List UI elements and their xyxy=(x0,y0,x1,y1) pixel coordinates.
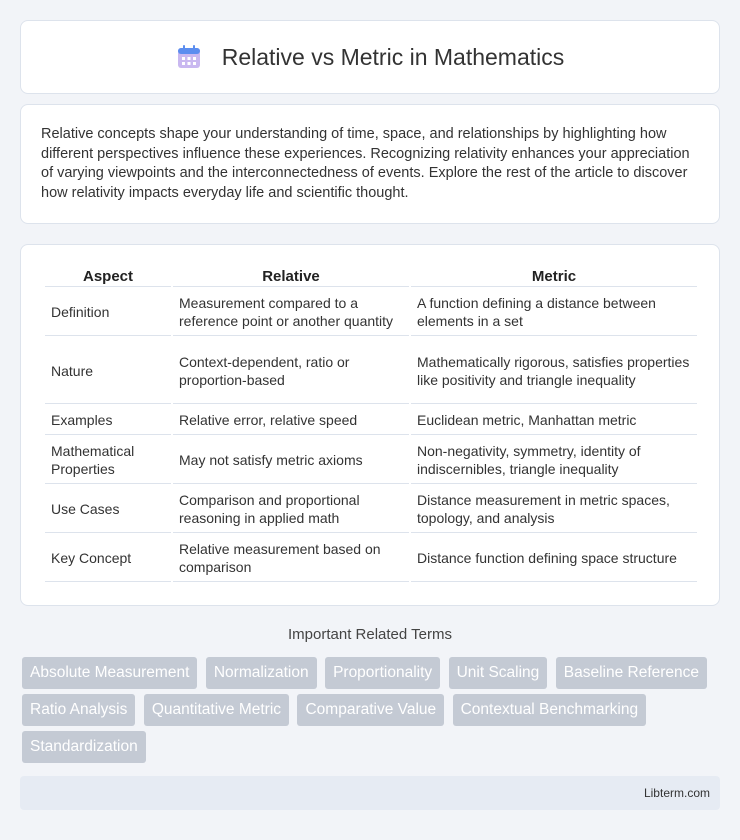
table-row xyxy=(45,437,697,484)
term-tag[interactable]: Contextual Benchmarking xyxy=(453,694,647,726)
column-header-metric: Metric xyxy=(411,267,697,287)
table-row xyxy=(45,406,697,435)
cell-relative: Relative measurement based on comparison xyxy=(173,535,409,582)
term-tag[interactable]: Absolute Measurement xyxy=(22,657,197,689)
table-row xyxy=(45,338,697,404)
column-header-relative: Relative xyxy=(173,267,409,287)
term-tag[interactable]: Standardization xyxy=(22,731,146,763)
term-tag[interactable]: Ratio Analysis xyxy=(22,694,135,726)
cell-relative: May not satisfy metric axioms xyxy=(173,437,409,484)
table-row xyxy=(45,486,697,533)
cell-aspect: Definition xyxy=(45,289,171,336)
footer xyxy=(20,776,720,810)
cell-relative: Relative error, relative speed xyxy=(173,406,409,435)
cell-metric: A function defining a distance between elements in a set xyxy=(411,289,697,336)
term-tag[interactable]: Baseline Reference xyxy=(556,657,707,689)
column-header-aspect: Aspect xyxy=(45,267,171,287)
cell-relative: Context-dependent, ratio or proportion-based xyxy=(173,338,409,404)
cell-metric: Euclidean metric, Manhattan metric xyxy=(411,406,697,435)
term-tag[interactable]: Proportionality xyxy=(325,657,440,689)
page-title: Relative vs Metric in Mathematics xyxy=(221,43,565,70)
term-tag[interactable]: Normalization xyxy=(206,657,317,689)
cell-aspect: Key Concept xyxy=(45,535,171,582)
table-row xyxy=(45,289,697,336)
title-card xyxy=(20,20,720,94)
cell-metric: Distance measurement in metric spaces, topology, and analysis xyxy=(411,486,697,533)
comparison-table xyxy=(43,265,699,584)
footer-link[interactable]: Libterm.com xyxy=(643,786,710,800)
term-tag[interactable]: Comparative Value xyxy=(297,694,444,726)
term-tag[interactable]: Quantitative Metric xyxy=(144,694,289,726)
calendar-icon xyxy=(176,44,202,70)
comparison-card xyxy=(20,244,720,606)
cell-metric: Distance function defining space structure xyxy=(411,535,697,582)
table-row xyxy=(45,535,697,582)
cell-aspect: Mathematical Properties xyxy=(45,437,171,484)
related-terms-list xyxy=(22,657,722,768)
cell-relative: Measurement compared to a reference point or another quantity xyxy=(173,289,409,336)
intro-text: Relative concepts shape your understanding of time, space, and relationships by highlighting how different perspectives influence these experiences. Recognizing relativity enhances your appreciation of varying viewpoints and the interconnectedness of events. Explore the rest of the article to discover how relativity impacts everyday life and scientific thought. xyxy=(41,126,690,201)
related-terms-title: Important Related Terms xyxy=(288,626,452,643)
cell-aspect: Nature xyxy=(45,338,171,404)
cell-metric: Non-negativity, symmetry, identity of indiscernibles, triangle inequality xyxy=(411,437,697,484)
intro-card xyxy=(20,104,720,224)
cell-aspect: Examples xyxy=(45,406,171,435)
term-tag[interactable]: Unit Scaling xyxy=(449,657,548,689)
cell-metric: Mathematically rigorous, satisfies properties like positivity and triangle inequality xyxy=(411,338,697,404)
cell-aspect: Use Cases xyxy=(45,486,171,533)
cell-relative: Comparison and proportional reasoning in applied math xyxy=(173,486,409,533)
